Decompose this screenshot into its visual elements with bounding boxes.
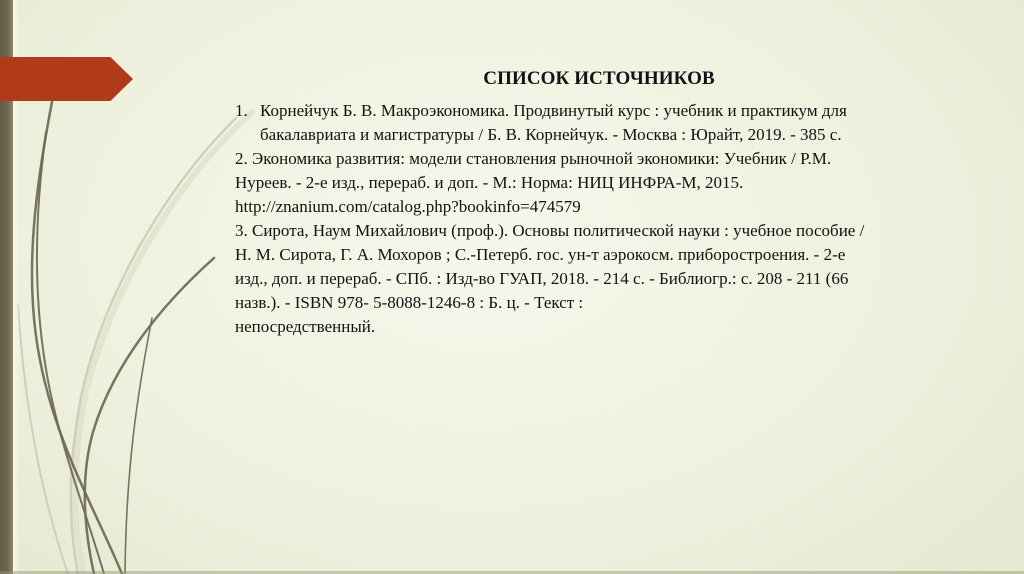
reference-item	[235, 219, 963, 339]
dark-wisp-curve-right	[85, 258, 214, 574]
reference-number: 1.	[235, 101, 248, 120]
reference-line: 2. Экономика развития: модели становления рыночной экономики: Учебник / Р.М.	[235, 149, 832, 168]
dark-wisp-curve-thin	[125, 318, 152, 574]
reference-line: Корнейчук Б. В. Макроэкономика. Продвинутый курс : учебник и практикум для	[260, 101, 847, 120]
reference-item	[235, 147, 963, 219]
reference-item	[235, 99, 963, 147]
reference-url-line: http://znanium.com/catalog.php?bookinfo=474579	[235, 197, 581, 216]
reference-line: назв.). - ISBN 978- 5-8088-1246-8 : Б. ц. - Текст :	[235, 293, 584, 312]
dark-wisp-curve-left	[32, 102, 122, 574]
dark-wisp-curve-left-2	[37, 132, 104, 574]
reference-line: изд., доп. и перераб. - СПб. : Изд-во ГУАП, 2018. - 214 с. - Библиогр.: с. 208 - 211 (66	[235, 269, 849, 288]
reference-line: бакалавриата и магистратуры / Б. В. Корнейчук. - Москва : Юрайт, 2019. - 385 с.	[260, 125, 842, 144]
light-wisp-curve-short	[18, 305, 68, 574]
reference-line: 3. Сирота, Наум Михайлович (проф.). Основы политической науки : учебное пособие /	[235, 221, 865, 240]
slide-title: СПИСОК ИСТОЧНИКОВ	[483, 68, 715, 89]
reference-line: непосредственный.	[235, 317, 376, 336]
soft-wisp-curve	[75, 112, 252, 574]
reference-line: Нуреев. - 2-е изд., перераб. и доп. - М.: Норма: НИЦ ИНФРА-М, 2015.	[235, 173, 744, 192]
light-wisp-curve	[71, 118, 236, 574]
references-list	[235, 99, 963, 339]
reference-line: Н. М. Сирота, Г. А. Мохоров ; С.-Петерб. гос. ун-т аэрокосм. приборостроения. - 2-е	[235, 245, 846, 264]
slide-content	[235, 66, 963, 339]
red-arrow-shape	[0, 57, 133, 101]
